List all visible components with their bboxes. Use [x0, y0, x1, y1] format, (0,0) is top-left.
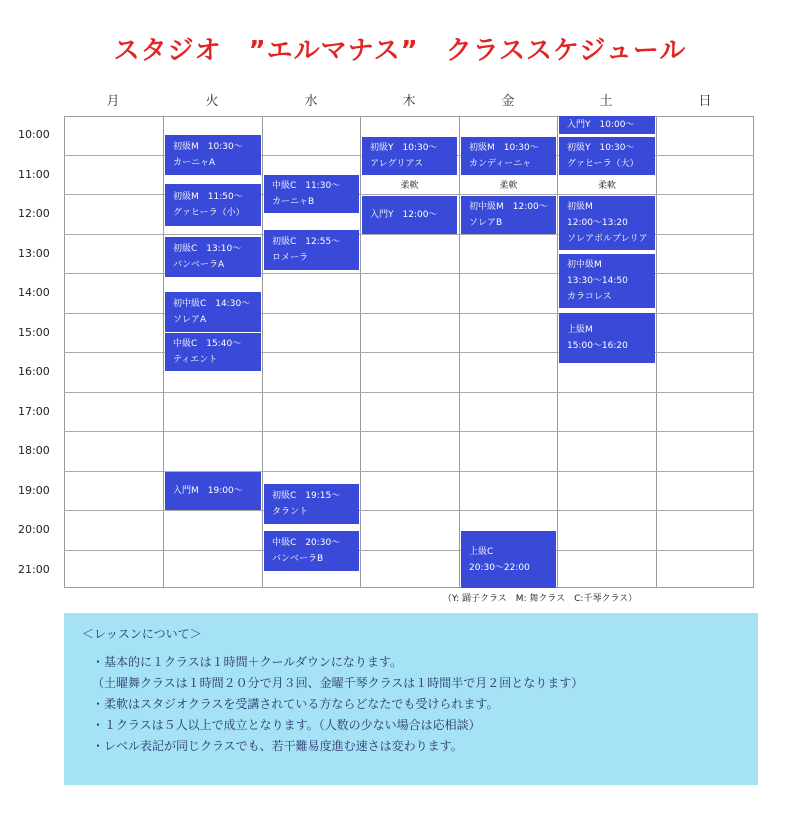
class-detail: カンディーニャ: [469, 159, 532, 169]
class-detail: バンベーラB: [272, 554, 324, 564]
class-name: 初中級M: [567, 260, 602, 270]
class-detail: 12:00〜13:20: [567, 218, 628, 228]
hour-label: 19:00: [18, 484, 50, 497]
day-header-fri: 金: [501, 94, 515, 109]
notes-heading: ＜レッスンについて＞: [82, 627, 202, 641]
class-block[interactable]: [264, 230, 359, 270]
class-block[interactable]: [559, 313, 655, 363]
notes-item: ・柔軟はスタジオクラスを受講されている方ならどなたでも受けられます。: [92, 697, 499, 711]
day-header-sun: 日: [698, 94, 712, 109]
day-header-mon: 月: [106, 94, 120, 109]
class-block[interactable]: [559, 137, 655, 175]
class-block[interactable]: [165, 237, 261, 277]
class-name: 中級C 20:30〜: [272, 538, 341, 548]
class-detail: ティエント: [173, 355, 218, 365]
class-name: 初中級M 12:00〜: [469, 202, 548, 212]
class-name: 初中級C 14:30〜: [173, 299, 251, 309]
class-block[interactable]: [461, 137, 556, 175]
notes-item: （土曜舞クラスは１時間２０分で月３回、金曜千琴クラスは１時間半で月２回となります）: [92, 676, 584, 690]
class-detail: 20:30〜22:00: [469, 562, 530, 573]
class-name: 初級C 13:10〜: [173, 244, 242, 254]
hour-label: 12:00: [18, 207, 50, 220]
grid-line: [64, 550, 754, 551]
class-block[interactable]: [559, 116, 655, 134]
day-header-sat: 土: [599, 94, 613, 109]
class-detail: グァヒーラ（小）: [173, 208, 245, 218]
grid-line: [64, 431, 754, 432]
hour-label: 16:00: [18, 365, 50, 378]
notes-item: ・レベル表記が同じクラスでも、若干難易度進む速さは変わります。: [92, 739, 463, 753]
class-block[interactable]: [264, 484, 359, 524]
juunan-label: 柔軟: [597, 181, 616, 191]
class-name: 入門Y 10:00〜: [567, 120, 635, 130]
class-name: 中級C 11:30〜: [272, 181, 341, 191]
hour-label: 17:00: [18, 405, 50, 418]
class-detail: カラコレス: [567, 292, 612, 302]
class-name: 初級M 11:50〜: [173, 192, 243, 202]
class-detail: ソレアB: [469, 218, 503, 228]
class-block[interactable]: [165, 184, 261, 226]
class-name: 初級Y 10:30〜: [370, 143, 438, 153]
juunan-label: 柔軟: [499, 181, 518, 191]
class-name: 初級C 19:15〜: [272, 491, 341, 501]
class-block[interactable]: [362, 137, 457, 175]
day-header-wed: 水: [304, 94, 318, 109]
hour-label: 15:00: [18, 326, 50, 339]
class-detail: カーニャA: [173, 158, 216, 168]
class-block[interactable]: [362, 196, 457, 234]
class-detail: カーニャB: [272, 197, 315, 207]
grid-line: [64, 510, 754, 511]
class-detail: 15:00〜16:20: [567, 341, 628, 351]
class-block[interactable]: [559, 254, 655, 308]
class-detail: グァヒーラ（大）: [567, 159, 639, 169]
class-detail: 13:30〜14:50: [567, 276, 628, 286]
class-name: 初級M 10:30〜: [469, 143, 539, 153]
class-block[interactable]: [165, 472, 261, 510]
hour-label: 13:00: [18, 247, 50, 260]
hour-label: 18:00: [18, 444, 50, 457]
grid-line: [64, 392, 754, 393]
class-block[interactable]: [461, 196, 556, 234]
hour-label: 21:00: [18, 563, 50, 576]
class-detail: アレグリアス: [370, 159, 424, 169]
hour-label: 11:00: [18, 168, 50, 181]
notes-item: ・１クラスは５人以上で成立となります。（人数の少ない場合は応相談）: [92, 718, 481, 732]
class-block[interactable]: [264, 531, 359, 571]
class-block[interactable]: [461, 531, 556, 588]
class-name: 初級M: [567, 202, 593, 212]
class-block[interactable]: [165, 135, 261, 175]
class-name: 初級Y 10:30〜: [567, 143, 635, 153]
class-detail: ソレアA: [173, 315, 207, 325]
class-name: 入門Y 12:00〜: [370, 210, 438, 220]
day-header-tue: 火: [205, 94, 219, 109]
hour-label: 10:00: [18, 128, 50, 141]
juunan-label: 柔軟: [400, 181, 419, 191]
class-block[interactable]: [264, 175, 359, 213]
class-block[interactable]: [559, 196, 655, 250]
class-name: 上級M: [567, 325, 593, 335]
class-name: 初級C 12:55〜: [272, 237, 341, 247]
lesson-notes: [64, 613, 758, 785]
day-header-thu: 木: [402, 94, 416, 109]
class-name: 初級M 10:30〜: [173, 142, 243, 152]
class-block[interactable]: [165, 292, 261, 332]
hour-label: 14:00: [18, 286, 50, 299]
class-block[interactable]: [165, 333, 261, 371]
notes-item: ・基本的に１クラスは１時間＋クールダウンになります。: [92, 655, 402, 669]
hour-label: 20:00: [18, 523, 50, 536]
class-detail: ロメーラ: [272, 253, 309, 263]
class-detail: タラント: [272, 507, 309, 517]
class-name: 中級C 15:40〜: [173, 339, 242, 349]
class-legend: （Y: 踊子クラス M: 舞クラス C:千琴クラス）: [442, 594, 638, 604]
class-detail: ソレアポルブレリア: [567, 234, 648, 244]
page-title: スタジオ ”エルマナス” クラススケジュール: [113, 36, 687, 66]
class-name: 上級C: [469, 546, 494, 557]
class-detail: バンベーラA: [173, 260, 225, 270]
class-name: 入門M 19:00〜: [173, 486, 243, 496]
